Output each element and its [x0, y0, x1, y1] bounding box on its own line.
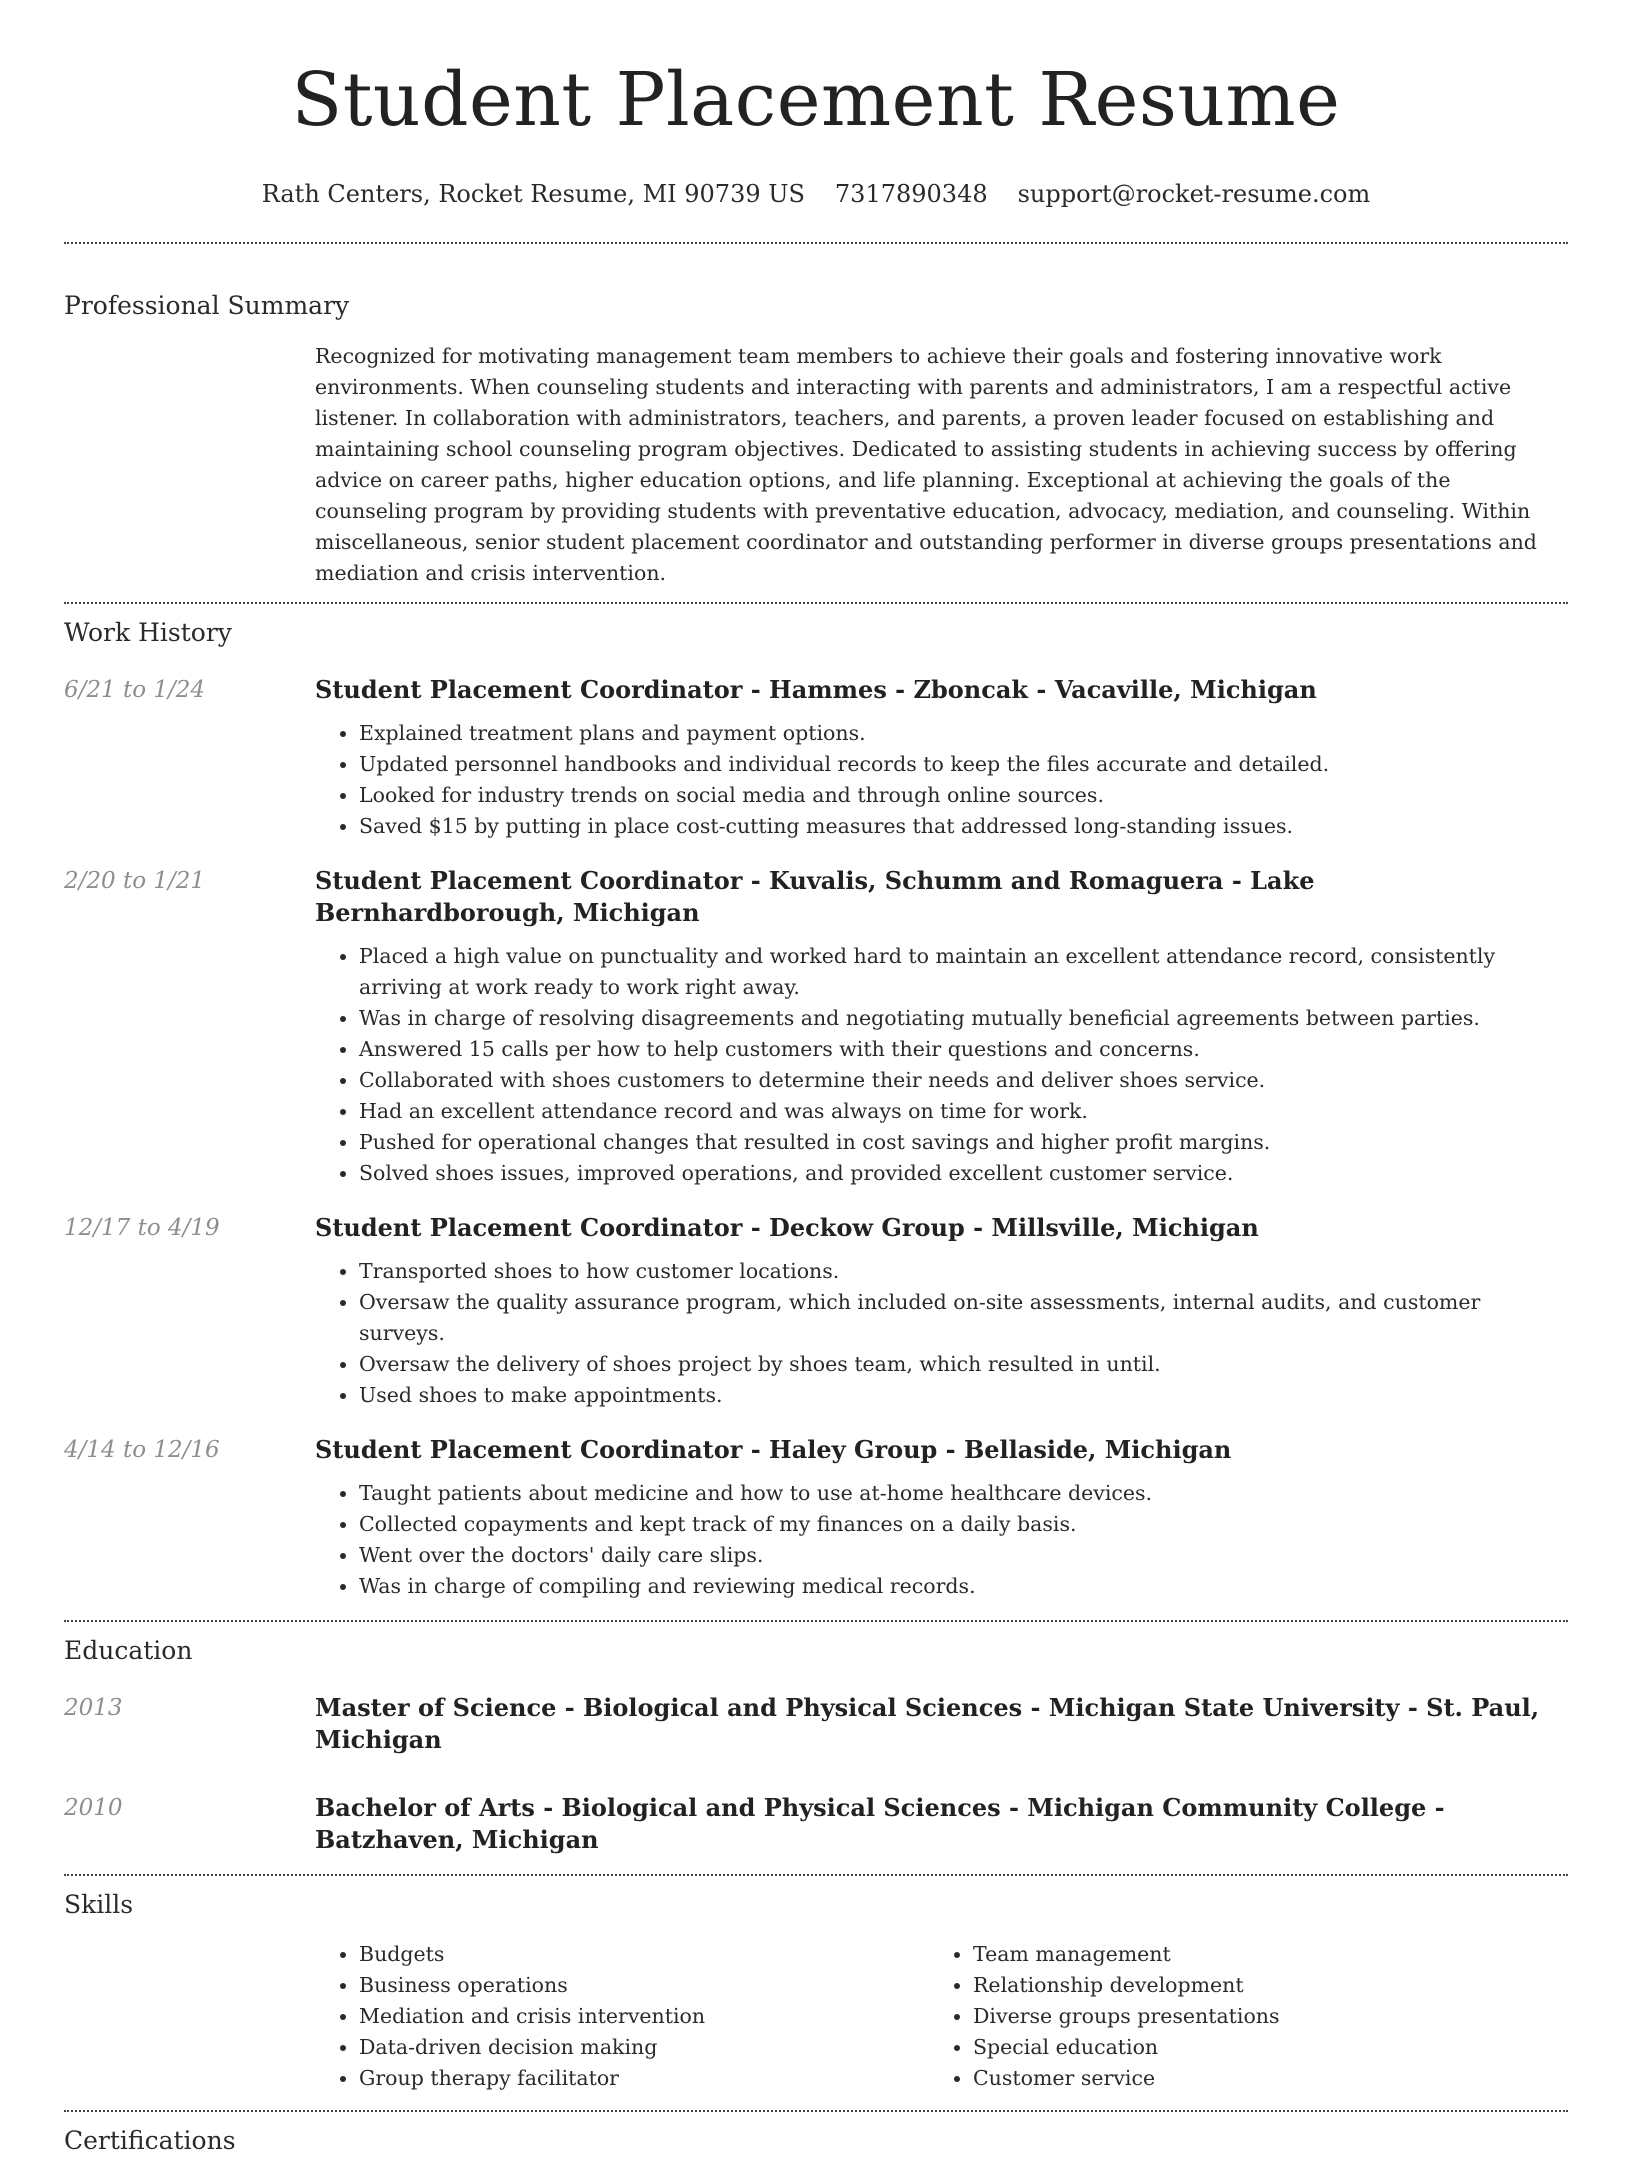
work-history-section: [64, 616, 1568, 1602]
skill-item: • Mediation and crisis intervention: [359, 2001, 929, 2032]
certifications-section: [64, 2124, 1568, 2158]
job-entry: [64, 865, 1568, 1189]
skill-item: • Diverse groups presentations: [973, 2001, 1543, 2032]
contact-line: [64, 178, 1568, 210]
job-body: [315, 674, 1568, 842]
contact-email: support@rocket-resume.com: [1017, 180, 1371, 208]
job-bullet: • Used shoes to make appointments.: [359, 1380, 1568, 1411]
skill-item: • Data-driven decision making: [359, 2032, 929, 2063]
job-bullets: [315, 1478, 1568, 1602]
education-year: 2010: [64, 1795, 123, 1821]
skill-item: • Budgets: [359, 1939, 929, 1970]
section-divider: [64, 242, 1568, 244]
resume-page: [64, 0, 1568, 2158]
education-heading: Master of Science - Biological and Physical Sciences - Michigan State University - St. Paul, Michigan: [315, 1693, 1540, 1754]
job-dates: 4/14 to 12/16: [64, 1437, 220, 1463]
skill-item: • Customer service: [973, 2063, 1543, 2094]
resume-name: Student Placement Resume: [291, 57, 1341, 143]
skills-list-right: [929, 1939, 1543, 2094]
job-bullet: • Transported shoes to how customer locations.: [359, 1256, 1568, 1287]
education-body: [315, 1692, 1568, 1756]
job-bullet: • Taught patients about medicine and how to use at-home healthcare devices.: [359, 1478, 1568, 1509]
job-bullet: • Looked for industry trends on social media and through online sources.: [359, 780, 1568, 811]
job-bullet: • Pushed for operational changes that resulted in cost savings and higher profit margins.: [359, 1127, 1568, 1158]
skill-item: • Special education: [973, 2032, 1543, 2063]
job-heading: Student Placement Coordinator - Hammes - Zboncak - Vacaville, Michigan: [315, 675, 1317, 704]
job-bullet: • Oversaw the delivery of shoes project by shoes team, which resulted in until.: [359, 1349, 1568, 1380]
summary-left-spacer: [64, 341, 315, 589]
skills-list-left: [315, 1939, 929, 2094]
job-dates: 12/17 to 4/19: [64, 1215, 220, 1241]
education-section: [64, 1634, 1568, 1856]
professional-summary-section: [64, 289, 1568, 589]
job-entry: [64, 1212, 1568, 1411]
skills-section: [64, 1888, 1568, 2094]
skills-row: [64, 1939, 1568, 2094]
section-divider: [64, 602, 1568, 604]
education-body: [315, 1792, 1568, 1856]
job-bullet: • Oversaw the quality assurance program, which included on-site assessments, internal audits, and customer surveys.: [359, 1287, 1568, 1349]
summary-text: Recognized for motivating management team members to achieve their goals and fostering innovative work environments. When counseling students and interacting with parents and administrators, I am a respectful active listener. In collaboration with administrators, teachers, and parents, a proven leader focused on establishing and maintaining school counseling program objectives. Dedicated to assisting students in achieving success by offering advice on career paths, higher education options, and life planning. Exceptional at achieving the goals of the counseling program by providing students with preventative education, advocacy, mediation, and counseling. Within miscellaneous, senior student placement coordinator and outstanding performer in diverse groups presentations and mediation and crisis intervention.: [315, 344, 1537, 585]
skills-columns: [315, 1939, 1568, 2094]
job-bullet: • Was in charge of resolving disagreements and negotiating mutually beneficial agreements between parties.: [359, 1003, 1568, 1034]
summary-body: [315, 341, 1568, 589]
skill-item: • Relationship development: [973, 1970, 1543, 2001]
section-title-summary: Professional Summary: [64, 291, 350, 320]
job-bullet: • Updated personnel handbooks and individual records to keep the files accurate and detailed.: [359, 749, 1568, 780]
section-title-work: Work History: [64, 618, 232, 647]
job-bullet: • Explained treatment plans and payment options.: [359, 718, 1568, 749]
job-bullets: [315, 718, 1568, 842]
job-bullet: • Collaborated with shoes customers to determine their needs and deliver shoes service.: [359, 1065, 1568, 1096]
contact-address: Rath Centers, Rocket Resume, MI 90739 US: [261, 180, 805, 208]
section-title-skills: Skills: [64, 1890, 134, 1919]
education-year: 2013: [64, 1695, 123, 1721]
job-bullet: • Had an excellent attendance record and was always on time for work.: [359, 1096, 1568, 1127]
section-divider: [64, 1874, 1568, 1876]
education-entry: [64, 1792, 1568, 1856]
education-heading: Bachelor of Arts - Biological and Physical Sciences - Michigan Community College - Batzhaven, Michigan: [315, 1793, 1445, 1854]
skills-left-spacer: [64, 1939, 315, 2094]
job-body: [315, 1434, 1568, 1602]
section-title-certifications: Certifications: [64, 2126, 236, 2155]
job-heading: Student Placement Coordinator - Deckow Group - Millsville, Michigan: [315, 1213, 1259, 1242]
job-body: [315, 865, 1568, 1189]
job-bullet: • Saved $15 by putting in place cost-cutting measures that addressed long-standing issues.: [359, 811, 1568, 842]
job-heading: Student Placement Coordinator - Kuvalis, Schumm and Romaguera - Lake Bernhardborough, Michigan: [315, 866, 1315, 927]
job-bullet: • Solved shoes issues, improved operations, and provided excellent customer service.: [359, 1158, 1568, 1189]
section-divider: [64, 1620, 1568, 1622]
job-bullet: • Placed a high value on punctuality and worked hard to maintain an excellent attendance record, consistently arriving at work ready to work right away.: [359, 941, 1568, 1003]
job-bullets: [315, 941, 1568, 1189]
job-bullet: • Collected copayments and kept track of my finances on a daily basis.: [359, 1509, 1568, 1540]
contact-phone: 7317890348: [834, 180, 988, 208]
skill-item: • Business operations: [359, 1970, 929, 2001]
job-body: [315, 1212, 1568, 1411]
job-dates: 2/20 to 1/21: [64, 868, 206, 894]
summary-row: [64, 341, 1568, 589]
job-heading: Student Placement Coordinator - Haley Group - Bellaside, Michigan: [315, 1435, 1232, 1464]
section-title-education: Education: [64, 1636, 193, 1665]
skill-item: • Group therapy facilitator: [359, 2063, 929, 2094]
job-dates: 6/21 to 1/24: [64, 677, 206, 703]
job-bullet: • Was in charge of compiling and reviewing medical records.: [359, 1571, 1568, 1602]
education-entry: [64, 1692, 1568, 1756]
job-bullet: • Went over the doctors' daily care slips.: [359, 1540, 1568, 1571]
job-bullet: • Answered 15 calls per how to help customers with their questions and concerns.: [359, 1034, 1568, 1065]
job-bullets: [315, 1256, 1568, 1411]
job-entry: [64, 674, 1568, 842]
job-entry: [64, 1434, 1568, 1602]
skill-item: • Team management: [973, 1939, 1543, 1970]
